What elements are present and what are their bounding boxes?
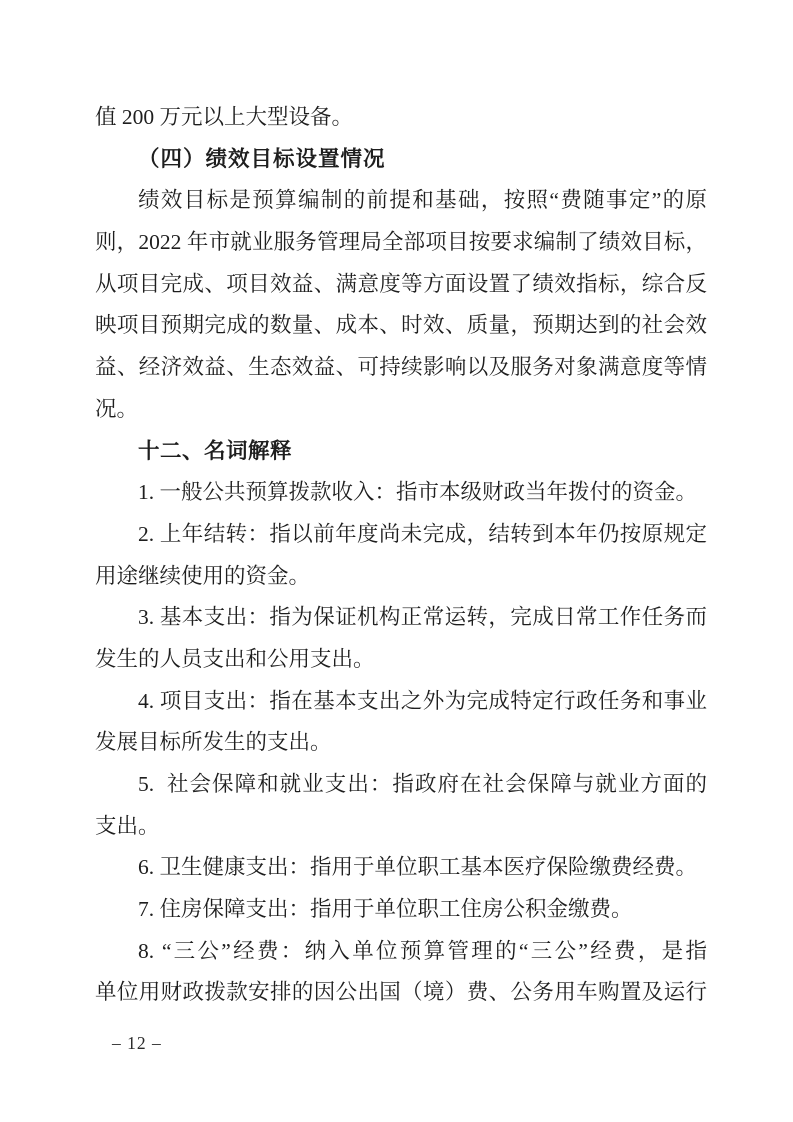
paragraph xyxy=(95,681,707,764)
page-number: – 12 – xyxy=(112,1033,162,1053)
content xyxy=(95,97,707,1014)
paragraph xyxy=(95,472,707,514)
section-heading xyxy=(95,139,707,181)
text-line: 况。 xyxy=(95,396,139,421)
paragraph xyxy=(95,514,707,597)
text-line: 发生的人员支出和公用支出。 xyxy=(95,646,375,671)
paragraph xyxy=(95,597,707,680)
text-line: 单位用财政拨款安排的因公出国（境）费、公务用车购置及运行 xyxy=(95,980,707,1005)
text-line: 支出。 xyxy=(95,813,160,838)
paragraph xyxy=(95,764,707,847)
section-heading xyxy=(95,431,707,473)
text-line: 3. 基本支出：指为保证机构正常运转，完成日常工作任务而 xyxy=(138,605,707,630)
text-line: （四）绩效目标设置情况 xyxy=(138,146,386,171)
text-line: 1. 一般公共预算拨款收入：指市本级财政当年拨付的资金。 xyxy=(138,480,698,505)
text-line: 十二、名词解释 xyxy=(138,438,293,463)
text-line: 5. 社会保障和就业支出：指政府在社会保障与就业方面的 xyxy=(138,772,707,796)
text-line: 7. 住房保障支出：指用于单位职工住房公积金缴费。 xyxy=(138,897,633,922)
paragraph xyxy=(95,847,707,889)
paragraph xyxy=(95,180,707,430)
text-line: 从项目完成、项目效益、满意度等方面设置了绩效指标，综合反 xyxy=(95,271,707,296)
text-line: 则，2022 年市就业服务管理局全部项目按要求编制了绩效目标， xyxy=(95,230,707,255)
text-line: 益、经济效益、生态效益、可持续影响以及服务对象满意度等情 xyxy=(95,355,707,380)
paragraph xyxy=(95,931,707,1014)
text-line: 6. 卫生健康支出：指用于单位职工基本医疗保险缴费经费。 xyxy=(138,855,698,880)
text-line: 发展目标所发生的支出。 xyxy=(95,730,332,755)
paragraph xyxy=(95,97,707,139)
text-line: 值 200 万元以上大型设备。 xyxy=(95,105,354,129)
text-line: 映项目预期完成的数量、成本、时效、质量，预期达到的社会效 xyxy=(95,313,707,338)
text-line: 用途继续使用的资金。 xyxy=(95,563,311,588)
text-line: 4. 项目支出：指在基本支出之外为完成特定行政任务和事业 xyxy=(138,688,707,713)
paragraph xyxy=(95,889,707,931)
text-line: 绩效目标是预算编制的前提和基础，按照“费随事定”的原 xyxy=(138,188,707,213)
text-line: 2. 上年结转：指以前年度尚未完成，结转到本年仍按原规定 xyxy=(138,521,707,546)
text-line: 8. “三公”经费：纳入单位预算管理的“三公”经费，是指 xyxy=(138,938,707,963)
